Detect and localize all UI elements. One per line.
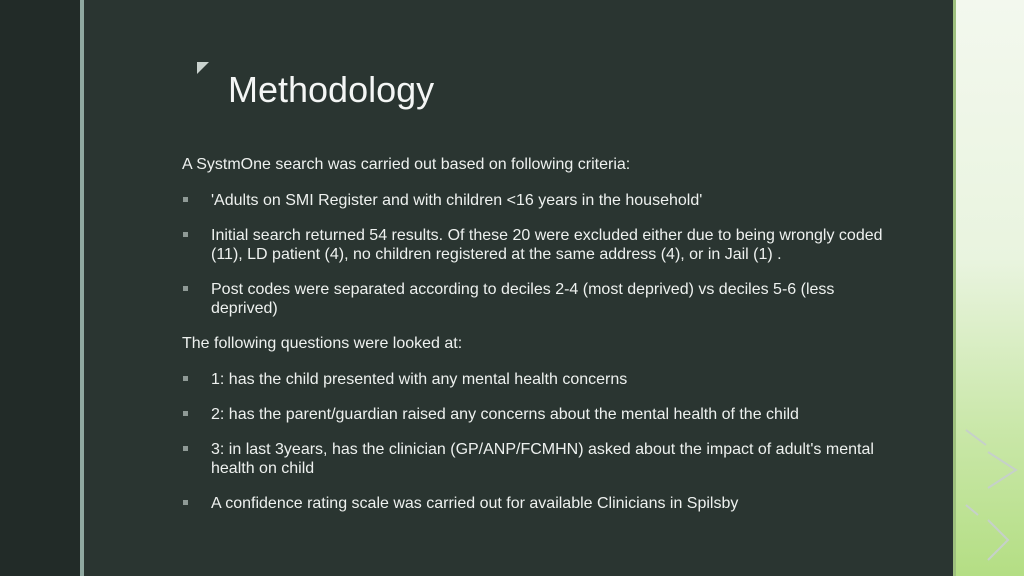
criteria-intro: A SystmOne search was carried out based on following criteria: [182,156,631,173]
bullet-text: 2: has the parent/guardian raised any concerns about the mental health of the child [211,406,799,423]
bullet-text: 1: has the child presented with any mental health concerns [211,371,628,388]
title-marker-icon [197,62,209,74]
left-decorative-panel [0,0,80,576]
bullet-text: 3: in last 3years, has the clinician (GP/ANP/FCMHN) asked about the impact of adult's mental health on child [211,441,874,477]
bullet-icon [183,197,188,202]
slide-title: Methodology [228,69,435,110]
bullet-text: Initial search returned 54 results. Of these 20 were excluded either due to being wrongly coded (11), LD patient (4), no children registered at the same address (4), or in Jail (1) . [211,227,883,263]
bullet-icon [183,500,188,505]
bullet-text: 'Adults on SMI Register and with children <16 years in the household' [211,192,703,209]
bullet-icon [183,446,188,451]
bullet-icon [183,376,188,381]
chevron-pattern-icon [956,0,1024,576]
bullet-text: Post codes were separated according to deciles 2-4 (most deprived) vs deciles 5-6 (less deprived) [211,281,835,317]
bullet-icon [183,286,188,291]
left-accent-line [80,0,84,576]
right-decorative-panel [956,0,1024,576]
bullet-icon [183,232,188,237]
bullet-text: A confidence rating scale was carried out for available Clinicians in Spilsby [211,495,739,512]
bullet-icon [183,411,188,416]
questions-intro: The following questions were looked at: [182,335,463,352]
